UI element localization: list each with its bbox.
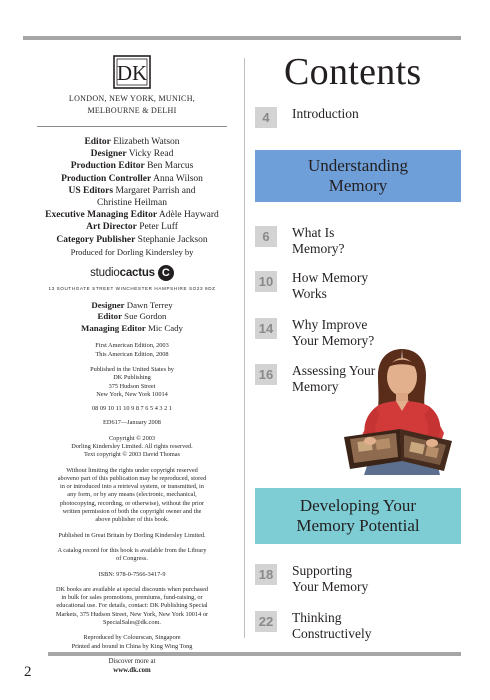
publisher-cities	[34, 93, 230, 117]
bottom-rule	[48, 652, 461, 656]
cities-line: LONDON, NEW YORK, MUNICH,	[68, 94, 196, 103]
edition-code: ED617—January 2008	[103, 419, 161, 427]
discover-more: Discover more at www.dk.com	[108, 657, 156, 674]
credit-line: Christine Heilman	[97, 198, 167, 209]
toc-item-why-improve[interactable]	[255, 317, 374, 348]
section-header-understanding-memory: Understanding Memory	[255, 150, 461, 202]
toc-item-what-is-memory[interactable]	[255, 225, 344, 256]
published-gb: Published in Great Britain by Dorling Kindersley Limited.	[58, 531, 206, 539]
toc-label: Why Improve Your Memory?	[292, 317, 375, 348]
special-sales: DK books are available at special discounts when purchased in bulk for sales promotions, premiums, fund-raising, or educational use. For details, contact: DK Publishing Special Markets, 375 Hudson Street, New York, New York 10014 or SpecialSales@dk.com.	[55, 585, 209, 627]
imprint-column	[34, 55, 230, 676]
toc-page-number: 10	[255, 271, 277, 292]
produced-for: Produced for Dorling Kindersley by	[70, 246, 194, 257]
credit-line: Editor Sue Gordon	[97, 311, 167, 322]
woman-reading-album-illustration	[340, 345, 464, 475]
studio-address: 13 SOUTHGATE STREET WINCHESTER HAMPSHIRE SO23 9DZ	[48, 285, 216, 291]
studio-c-icon: C	[158, 265, 174, 281]
studio-logo-text: studiocactus	[90, 266, 155, 279]
toc-page-number: 22	[255, 611, 277, 632]
toc-page-number: 18	[255, 564, 277, 585]
column-divider	[244, 58, 245, 638]
copyright: Copyright © 2003 Dorling Kindersley Limited. All rights reserved. Text copyright © 2003 David Thomas	[71, 434, 193, 459]
toc-item-how-memory-works[interactable]	[255, 270, 368, 301]
top-rule	[23, 36, 461, 40]
toc-item-supporting[interactable]	[255, 563, 368, 594]
studio-cactus-logo	[34, 265, 230, 281]
us-publisher: Published in the United States by DK Publishing 375 Hudson Street New York, New York 10014	[90, 365, 174, 398]
reproduced-by: Reproduced by Colourscan, Singapore Printed and bound in China by King Wing Tong	[71, 634, 193, 650]
page-number: 2	[24, 664, 32, 680]
credit-line: Executive Managing Editor Adèle Hayward	[45, 210, 219, 221]
credit-line: Production Controller Anna Wilson	[61, 173, 203, 184]
toc-label: Introduction	[292, 106, 359, 121]
cities-line: MELBOURNE & DELHI	[87, 106, 177, 115]
studio-credits	[34, 300, 230, 335]
toc-page-number: 6	[255, 226, 277, 247]
isbn: ISBN: 978-0-7566-3417-9	[98, 570, 166, 578]
credit-line: Designer Dawn Terrey	[91, 299, 173, 310]
catalog-record: A catalog record for this book is available from the Library of Congress.	[57, 546, 207, 563]
credit-line: Production Editor Ben Marcus	[70, 161, 194, 172]
toc-label: What Is Memory?	[292, 225, 345, 256]
credit-line: Editor Elizabeth Watson	[84, 137, 180, 147]
toc-label: Thinking Constructively	[292, 610, 372, 641]
toc-page-number: 14	[255, 318, 277, 339]
toc-page-number: 4	[255, 107, 277, 128]
contents-title: Contents	[284, 51, 422, 93]
dk-logo-icon	[113, 55, 151, 89]
dk-logo-text: DK	[116, 61, 148, 85]
toc-label: Supporting Your Memory	[292, 563, 369, 594]
credit-line: Designer Vicky Read	[90, 149, 174, 160]
toc-item-introduction[interactable]	[255, 106, 359, 128]
rights-notice: Without limiting the rights under copyright reserved aboveno part of this publication may be reproduced, stored in or introduced into a retrieval system, or transmitted, in any form, or by any means (electronic, mechanical, photocopying, recording, or otherwise), without the prior written permission of both the copyright owner and the above publisher of this book.	[57, 466, 207, 524]
print-line: 08 09 10 11 10 9 8 7 6 5 4 3 2 1	[91, 405, 173, 413]
editorial-credits	[34, 136, 230, 246]
toc-label: Assessing Your Memory	[292, 363, 376, 394]
credit-line: Category Publisher Stephanie Jackson	[56, 234, 208, 245]
credit-line: Managing Editor Mic Cady	[81, 322, 183, 333]
toc-label: How Memory Works	[292, 270, 369, 301]
toc-item-thinking[interactable]	[255, 610, 372, 641]
section-header-developing-memory: Developing Your Memory Potential	[255, 488, 461, 544]
credit-line: US Editors Margaret Parrish and	[68, 185, 196, 196]
imprint-rule	[37, 126, 227, 127]
dk-website-link[interactable]: www.dk.com	[113, 666, 151, 674]
edition-info: First American Edition, 2003 This American Edition, 2008	[95, 342, 169, 358]
toc-page-number: 16	[255, 364, 277, 385]
credit-line: Art Director Peter Luff	[86, 222, 178, 233]
